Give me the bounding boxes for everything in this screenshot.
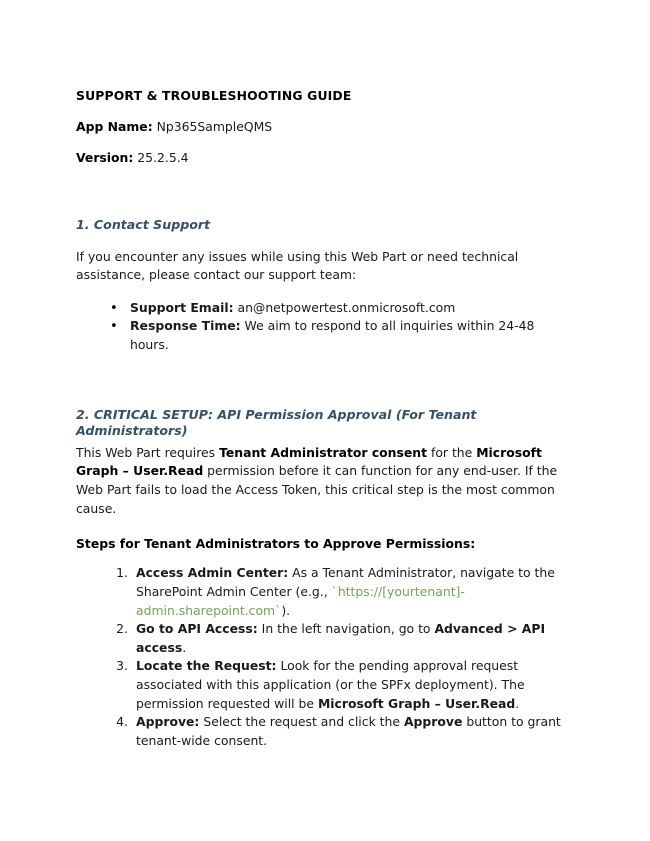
list-item [110, 657, 573, 713]
meta-version [76, 150, 573, 165]
contact-bullet-list [76, 299, 573, 355]
section-2-para-text-2: for the [427, 444, 477, 460]
app-name-value: Np365SampleQMS [156, 119, 273, 134]
version-label: Version: [76, 150, 134, 165]
code-tick-open: ` [331, 583, 338, 599]
step-2-label: Go to API Access: [136, 621, 258, 637]
spacer-before-section-1 [76, 181, 573, 217]
section-2-paragraph [76, 444, 573, 518]
step-4-text-before: Select the request and click the [199, 714, 404, 730]
step-3-bold-mid: Microsoft Graph – User.Read [317, 695, 516, 711]
step-2-text-before: In the left navigation, go to [257, 621, 435, 637]
meta-app-name [76, 119, 573, 134]
section-2-para-bold-2: Microsoft Graph – User.Read [76, 444, 542, 479]
section-2-para-bold-1: Tenant Administrator consent [219, 444, 428, 460]
page-title: SUPPORT & TROUBLESHOOTING GUIDE [76, 88, 352, 103]
response-time-value: We aim to respond to all inquiries within 24-48 hours. [130, 318, 535, 353]
section-1-intro: If you encounter any issues while using this Web Part or need technical assistance, please contact our support team: [76, 248, 519, 283]
version-value: 25.2.5.4 [137, 150, 189, 165]
admin-center-url-code: https://[yourtenant]-admin.sharepoint.com [136, 583, 465, 618]
support-email-value: an@netpowertest.onmicrosoft.com [237, 299, 456, 315]
code-tick-close: ` [275, 602, 282, 618]
step-2-text-after: . [182, 639, 187, 655]
step-1-text-before: As a Tenant Administrator, navigate to the SharePoint Admin Center (e.g., [136, 565, 555, 599]
step-1-label: Access Admin Center: [136, 565, 289, 581]
list-item [110, 564, 573, 620]
support-email-label: Support Email: [130, 299, 234, 315]
section-1-heading: 1. Contact Support [76, 217, 211, 232]
step-4-label: Approve: [136, 714, 200, 730]
spacer-before-section-2 [76, 355, 573, 407]
step-3-text-before: Look for the pending approval request associated with this application (or the SPFx deployment). The permission requested will be [136, 658, 525, 711]
response-time-label: Response Time: [130, 318, 241, 334]
step-1-text-after: ). [281, 602, 291, 618]
step-4-bold-mid: Approve [403, 714, 463, 730]
approval-steps-list [76, 564, 573, 750]
list-item [110, 620, 573, 657]
step-2-bold-mid: Advanced > API access [136, 621, 546, 655]
step-4-text-after: button to grant tenant-wide consent. [136, 714, 561, 748]
section-2-para-text-1: This Web Part requires [76, 444, 220, 460]
step-3-text-after: . [515, 695, 520, 711]
app-name-label: App Name: [76, 119, 153, 134]
list-item [110, 317, 573, 354]
section-2-para-text-3: permission before it can function for any end-user. If the Web Part fails to load the Access Token, this critical step is the most common cause. [76, 463, 558, 516]
step-3-label: Locate the Request: [136, 658, 277, 674]
steps-subheading: Steps for Tenant Administrators to Approve Permissions: [76, 536, 476, 552]
list-item [110, 299, 573, 318]
list-item [110, 713, 573, 750]
section-2-heading: 2. CRITICAL SETUP: API Permission Approval (For Tenant Administrators) [76, 406, 477, 439]
